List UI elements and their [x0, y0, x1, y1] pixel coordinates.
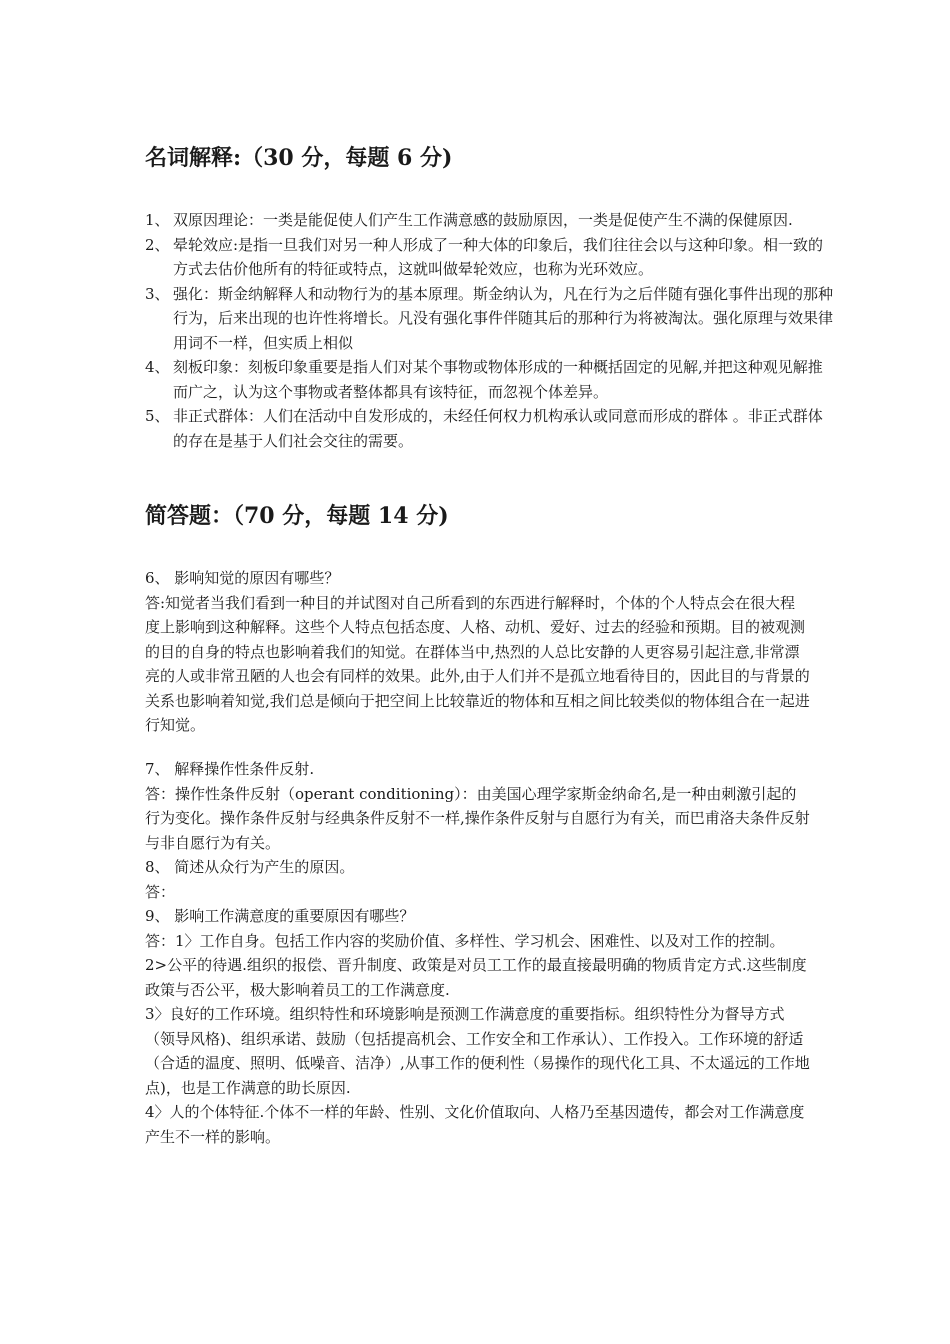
- item-number: 2、: [145, 235, 170, 254]
- section-title-definitions: 名词解释:（30 分，每题 6 分): [145, 145, 453, 171]
- definitions-list: [145, 208, 835, 453]
- question-text: 7、 解释操作性条件反射.: [145, 760, 315, 778]
- list-item: [145, 355, 835, 404]
- item-number: 4、: [145, 358, 170, 376]
- list-item: [145, 404, 835, 453]
- section-title-short-answer: 简答题：（70 分，每题 14 分): [145, 503, 449, 529]
- answer-part-3: 3〉良好的工作环境。组织特性和环境影响是预测工作满意度的重要指标。组织特性分为督导方式（领导风格)、组织承诺、鼓励（包括提高机会、工作安全和工作承认）、工作投入。工作环境的舒适（合适的温度、照明、低噪音、洁净）,从事工作的便利性（易操作的现代化工具、不太遥远的工作地点)，也是工作满意的助长原因.: [145, 1005, 810, 1097]
- question-text: 6、 影响知觉的原因有哪些？: [145, 569, 340, 587]
- answer-text: 答:知觉者当我们看到一种目的并试图对自己所看到的东西进行解释时，个体的个人特点会在很大程度上影响到这种解释。这些个人特点包括态度、人格、动机、爱好、过去的经验和预期。目的被观测的目的自身的特点也影响着我们的知觉。在群体当中,热烈的人总比安静的人更容易引起注意,非常漂亮的人或非常丑陋的人也会有同样的效果。此外,由于人们并不是孤立地看待目的，因此目的与背景的关系也影响着知觉,我们总是倾向于把空间上比较靠近的物体和互相之间比较类似的物体组合在一起进行知觉。: [145, 593, 810, 734]
- answer-part-4: 4〉人的个体特征.个体不一样的年龄、性别、文化价值取向、人格乃至基因遗传，都会对工作满意度产生不一样的影响。: [145, 1103, 805, 1146]
- list-item: [145, 233, 835, 282]
- item-text: 双原因理论：一类是能促使人们产生工作满意感的鼓励原因，一类是促使产生不满的保健原因.: [173, 211, 793, 229]
- answer-part-1: 答：1〉工作自身。包括工作内容的奖励价值、多样性、学习机会、困难性、以及对工作的控制。: [145, 931, 785, 950]
- question-8: [145, 855, 810, 904]
- question-text: 9、 影响工作满意度的重要原因有哪些？: [145, 907, 415, 925]
- question-text: 8、 简述从众行为产生的原因。: [145, 858, 355, 876]
- item-number: 1、: [145, 211, 170, 229]
- answer-text: 答：: [145, 882, 176, 901]
- question-7: [145, 757, 810, 855]
- list-item: [145, 208, 835, 233]
- answer-part-2: 2>公平的待遇.组织的报偿、晋升制度、政策是对员工工作的最直接最明确的物质肯定方式.这些制度政策与否公平，极大影响着员工的工作满意度.: [145, 956, 807, 999]
- item-text: 晕轮效应:是指一旦我们对另一种人形成了一种大体的印象后，我们往往会以与这种印象。相一致的方式去估价他所有的特征或特点，这就叫做晕轮效应，也称为光环效应。: [173, 235, 824, 278]
- answer-text: 答：操作性条件反射（operant conditioning）：由美国心理学家斯金纳命名,是一种由刺激引起的行为变化。操作条件反射与经典条件反射不一样,操作条件反射与自愿行为有关，而巴甫洛夫条件反射与非自愿行为有关。: [145, 784, 810, 852]
- item-text: 非正式群体：人们在活动中自发形成的，未经任何权力机构承认或同意而形成的群体 。非正式群体的存在是基于人们社会交往的需要。: [173, 407, 823, 450]
- question-9: [145, 904, 810, 1149]
- item-number: 3、: [145, 284, 170, 303]
- list-item: [145, 282, 835, 356]
- item-text: 强化：斯金纳解释人和动物行为的基本原理。斯金纳认为，凡在行为之后伴随有强化事件出现的那种行为，后来出现的也许性将增长。凡没有强化事件伴随其后的那种行为将被淘汰。强化原理与效果律用词不一样，但实质上相似: [173, 284, 834, 352]
- question-6: [145, 566, 810, 738]
- item-number: 5、: [145, 407, 170, 425]
- item-text: 刻板印象：刻板印象重要是指人们对某个事物或物体形成的一种概括固定的见解,并把这种观见解推而广之，认为这个事物或者整体都具有该特征，而忽视个体差异。: [173, 358, 823, 401]
